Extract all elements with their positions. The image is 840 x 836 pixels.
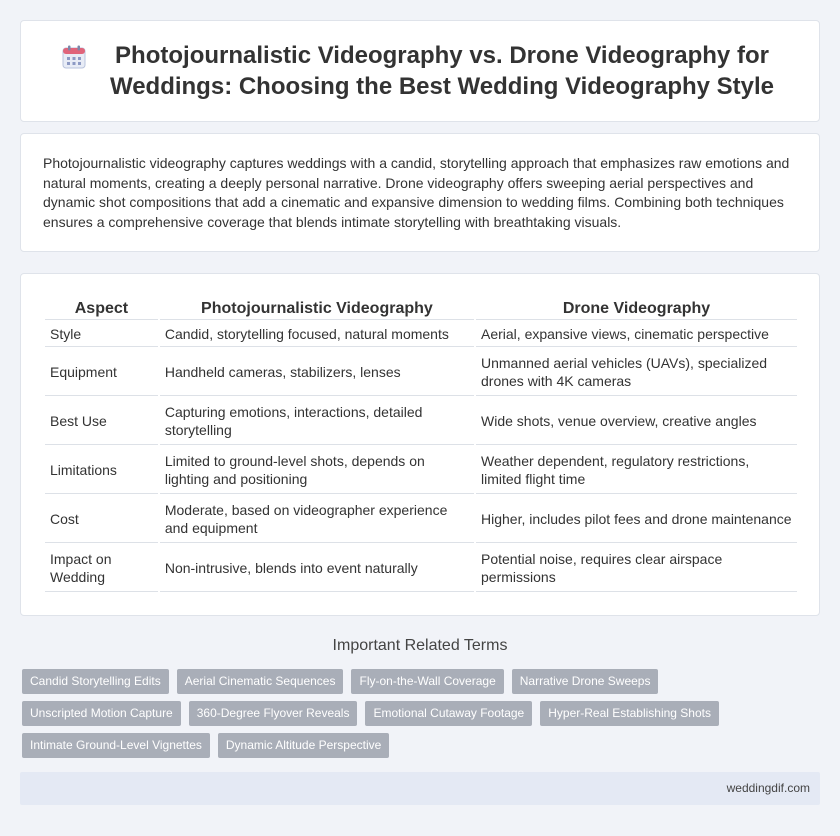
table-cell-photojournalistic: Capturing emotions, interactions, detailed storytelling — [160, 398, 474, 445]
intro-paragraph: Photojournalistic videography captures weddings with a candid, storytelling approach that emphasizes raw emotions and natural moments, creating a deeply personal narrative. Drone videography offers sweeping aerial perspectives and dynamic shot compositions that add a cinematic and expansive dimension to wedding films. Combining both techniques ensures a comprehensive coverage that blends intimate storytelling with breathtaking visuals. — [43, 155, 790, 230]
related-tag[interactable]: Fly-on-the-Wall Coverage — [351, 669, 503, 694]
table-cell-photojournalistic: Candid, storytelling focused, natural moments — [160, 322, 474, 347]
table-cell-photojournalistic: Limited to ground-level shots, depends on lighting and positioning — [160, 447, 474, 494]
related-tag[interactable]: Intimate Ground-Level Vignettes — [22, 733, 210, 758]
table-row — [45, 545, 797, 592]
table-row — [45, 496, 797, 543]
footer-site-link[interactable]: weddingdif.com — [726, 781, 810, 795]
table-cell-photojournalistic: Non-intrusive, blends into event naturally — [160, 545, 474, 592]
table-cell-photojournalistic: Moderate, based on videographer experience and equipment — [160, 496, 474, 543]
table-cell-aspect: Impact on Wedding — [45, 545, 158, 592]
table-cell-drone: Higher, includes pilot fees and drone maintenance — [476, 496, 797, 543]
table-cell-drone: Aerial, expansive views, cinematic perspective — [476, 322, 797, 347]
related-terms-tags — [22, 669, 822, 765]
title-card — [20, 20, 820, 122]
related-tag[interactable]: Narrative Drone Sweeps — [512, 669, 659, 694]
related-tag[interactable]: 360-Degree Flyover Reveals — [189, 701, 358, 726]
table-cell-photojournalistic: Handheld cameras, stabilizers, lenses — [160, 349, 474, 396]
related-tag[interactable]: Aerial Cinematic Sequences — [177, 669, 344, 694]
intro-card — [20, 133, 820, 252]
table-cell-drone: Wide shots, venue overview, creative angles — [476, 398, 797, 445]
table-cell-aspect: Cost — [45, 496, 158, 543]
table-cell-drone: Potential noise, requires clear airspace permissions — [476, 545, 797, 592]
related-tag[interactable]: Candid Storytelling Edits — [22, 669, 169, 694]
related-tag[interactable]: Emotional Cutaway Footage — [365, 701, 532, 726]
table-cell-aspect: Best Use — [45, 398, 158, 445]
title-wrap — [61, 40, 779, 102]
table-row — [45, 447, 797, 494]
table-row — [45, 349, 797, 396]
table-cell-drone: Weather dependent, regulatory restrictions, limited flight time — [476, 447, 797, 494]
related-tag[interactable]: Unscripted Motion Capture — [22, 701, 181, 726]
comparison-table — [43, 296, 799, 594]
related-terms-title: Important Related Terms — [332, 637, 508, 654]
table-header-row — [45, 298, 797, 320]
header-drone: Drone Videography — [476, 298, 797, 320]
comparison-card — [20, 273, 820, 616]
page-title: Photojournalistic Videography vs. Drone Videography for Weddings: Choosing the Best Wedding Videography Style — [109, 42, 775, 100]
table-cell-aspect: Equipment — [45, 349, 158, 396]
table-row — [45, 322, 797, 347]
footer — [20, 772, 820, 805]
table-cell-aspect: Limitations — [45, 447, 158, 494]
table-cell-aspect: Style — [45, 322, 158, 347]
table-cell-drone: Unmanned aerial vehicles (UAVs), specialized drones with 4K cameras — [476, 349, 797, 396]
header-photojournalistic: Photojournalistic Videography — [160, 298, 474, 320]
related-tag[interactable]: Dynamic Altitude Perspective — [218, 733, 389, 758]
calendar-icon — [61, 44, 87, 70]
header-aspect: Aspect — [45, 298, 158, 320]
table-row — [45, 398, 797, 445]
related-tag[interactable]: Hyper-Real Establishing Shots — [540, 701, 719, 726]
